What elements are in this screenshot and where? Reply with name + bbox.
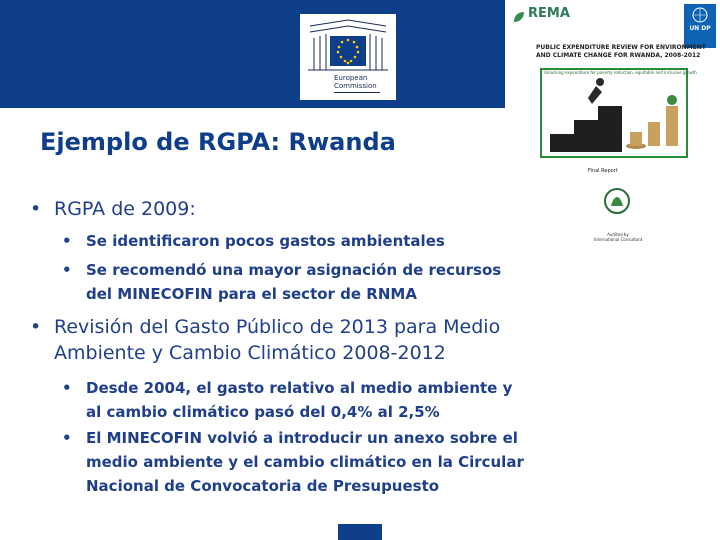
auditor-logo-icon xyxy=(602,186,632,216)
sub-bullet-2-marker: • xyxy=(62,261,72,279)
stairs-illustration xyxy=(540,68,688,158)
un-emblem-icon xyxy=(684,5,716,25)
auditor-line2: International Consultant xyxy=(593,237,643,242)
logo-underline xyxy=(334,92,380,93)
sub-bullet-2-line2: del MINECOFIN para el sector de RNMA xyxy=(86,285,417,303)
sub-bullet-3-marker: • xyxy=(62,379,72,397)
logo-name-line2: Commission xyxy=(334,82,377,90)
slide-title: Ejemplo de RGPA: Rwanda xyxy=(40,128,396,156)
report-title-line2: AND CLIMATE CHANGE FOR RWANDA, 2008-2012 xyxy=(536,52,701,59)
sub-bullet-1-marker: • xyxy=(62,232,72,250)
report-title xyxy=(536,44,706,60)
sub-bullet-4-marker: • xyxy=(62,429,72,447)
footer-tab xyxy=(338,524,382,540)
sub-bullet-1 xyxy=(62,232,445,250)
report-subtitle: Unlocking expenditure for poverty reduction, equitable and inclusive growth xyxy=(544,70,697,75)
sub-bullet-2 xyxy=(62,258,501,306)
bullet-1-marker: • xyxy=(30,198,42,220)
undp-logo-text: UN DP xyxy=(689,25,711,32)
sub-bullet-2-line1: Se recomendó una mayor asignación de recursos xyxy=(86,261,502,279)
sub-bullet-3-line1: Desde 2004, el gasto relativo al medio ambiente y xyxy=(86,379,513,397)
undp-logo xyxy=(684,4,716,48)
bullet-1-text: RGPA de 2009: xyxy=(54,198,196,220)
bullet-2-line2: Ambiente y Cambio Climático 2008-2012 xyxy=(54,342,446,364)
rema-leaf-icon xyxy=(512,10,526,24)
sub-bullet-3-line2: al cambio climático pasó del 0,4% al 2,5% xyxy=(86,403,440,421)
commission-building-icon xyxy=(306,18,390,72)
rema-logo-text: REMA xyxy=(528,6,570,21)
sub-bullet-4-line2: medio ambiente y el cambio climático en la Circular xyxy=(86,453,524,471)
logo-name-line1: European xyxy=(334,74,368,82)
bullet-2 xyxy=(30,314,500,366)
report-cover-image xyxy=(508,0,720,250)
auditor-line1: Audited by xyxy=(607,232,629,237)
final-report-label: Final Report xyxy=(588,168,618,174)
sub-bullet-4-line1: El MINECOFIN volvió a introducir un anexo sobre el xyxy=(86,429,518,447)
auditor-text xyxy=(578,232,658,242)
header-band xyxy=(0,0,505,108)
sub-bullet-4 xyxy=(62,426,524,498)
sub-bullet-4-line3: Nacional de Convocatoria de Presupuesto xyxy=(86,477,440,495)
sub-bullet-1-text: Se identificaron pocos gastos ambientales xyxy=(86,232,445,250)
bullet-2-line1: Revisión del Gasto Público de 2013 para Medio xyxy=(54,316,501,338)
report-title-line1: PUBLIC EXPENDITURE REVIEW FOR ENVIRONMENT xyxy=(536,44,706,51)
european-commission-logo xyxy=(300,14,396,100)
bullet-1 xyxy=(30,198,196,220)
sub-bullet-3 xyxy=(62,376,512,424)
bullet-2-marker: • xyxy=(30,316,42,338)
